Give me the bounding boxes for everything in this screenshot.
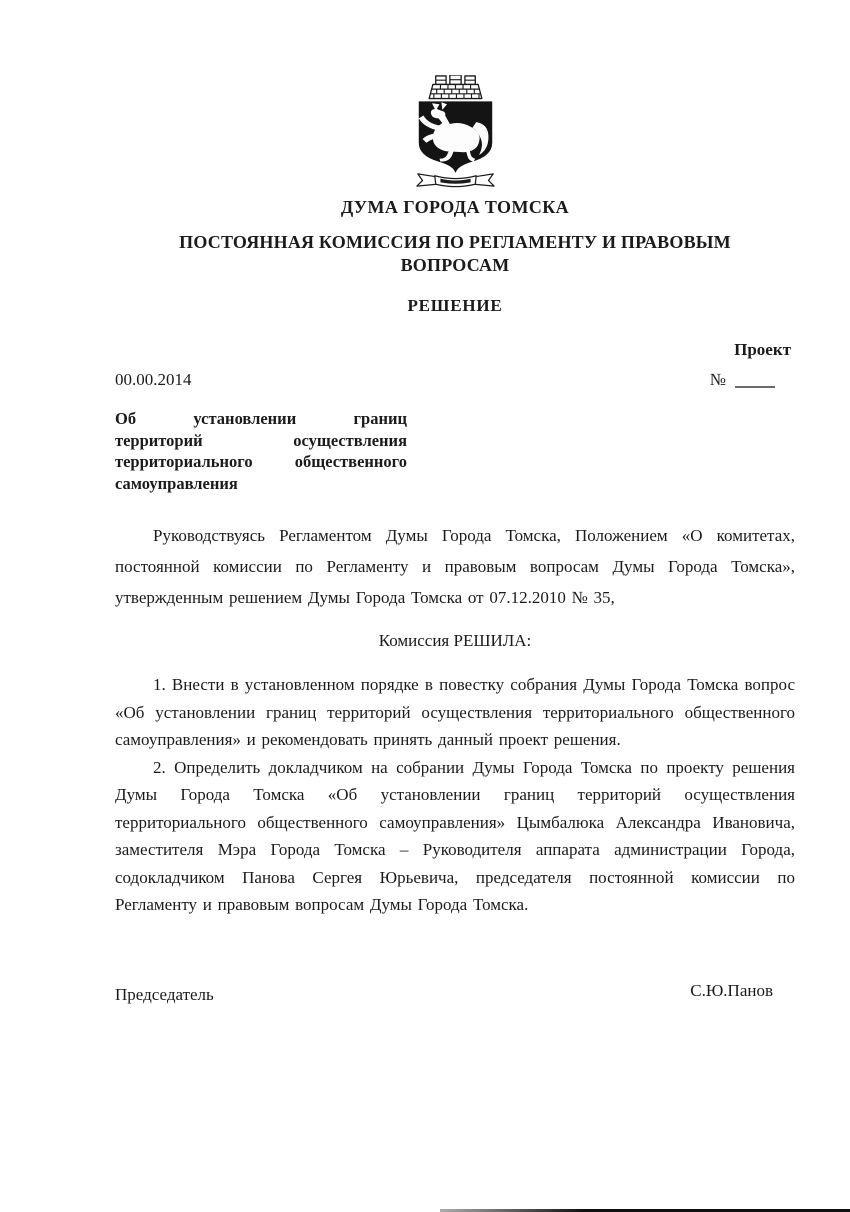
signature-row [115, 980, 795, 1005]
subject-line: Об установлении границ [115, 409, 407, 428]
subject-line: территорий осуществления [115, 430, 407, 450]
resolution-item-1: 1. Внести в установленном порядке в повестку собрания Думы Города Томска вопрос «Об установлении границ территорий осуществления территориального общественного самоуправления» и рекомендовать принять данный проект решения. [115, 675, 795, 749]
document-type-heading: РЕШЕНИЕ [407, 296, 503, 315]
preamble-paragraph: Руководствуясь Регламентом Думы Города Томска, Положением «О комитетах, постоянной комиссии по Регламенту и правовым вопросам Думы Города Томска», утвержденным решением Думы Города Томска от 07.12.2010 № 35, [115, 526, 795, 607]
emblem-container [115, 0, 795, 188]
commission-title: ПОСТОЯННАЯ КОМИССИЯ ПО РЕГЛАМЕНТУ И ПРАВОВЫМ ВОПРОСАМ [179, 232, 731, 275]
subject-line: самоуправления [115, 473, 238, 493]
signature-name: С.Ю.Панов [690, 980, 773, 1000]
organization-title: ДУМА ГОРОДА ТОМСКА [340, 197, 570, 217]
document-content [115, 0, 795, 1005]
crown-icon [429, 75, 482, 99]
subject-line: территориального общественного [115, 452, 407, 471]
tomsk-coat-of-arms-icon [408, 75, 503, 188]
ribbon-icon [416, 174, 493, 187]
resolution-heading: Комиссия РЕШИЛА: [378, 631, 532, 650]
draft-label: Проект [734, 340, 791, 359]
number-label: № [709, 370, 726, 389]
resolution-item-2: 2. Определить докладчиком на собрании Думы Города Томска по проекту решения Думы Города Томска «Об установлении границ территорий осуществления территориального общественного самоуправления» Цымбалюка Александра Ивановича, заместителя Мэра Города Томска – Руководителя аппарата администрации Города, содокладчиком Панова Сергея Юрьевича, председателя постоянной комиссии по Регламенту и правовым вопросам Думы Города Томска. [115, 757, 795, 914]
document-subject [115, 408, 407, 494]
document-date: 00.00.2014 [115, 370, 192, 389]
number-blank-line [735, 386, 775, 388]
date-number-row [115, 370, 795, 390]
signature-title: Председатель [115, 984, 214, 1004]
document-number [710, 370, 795, 390]
document-header [115, 0, 795, 316]
